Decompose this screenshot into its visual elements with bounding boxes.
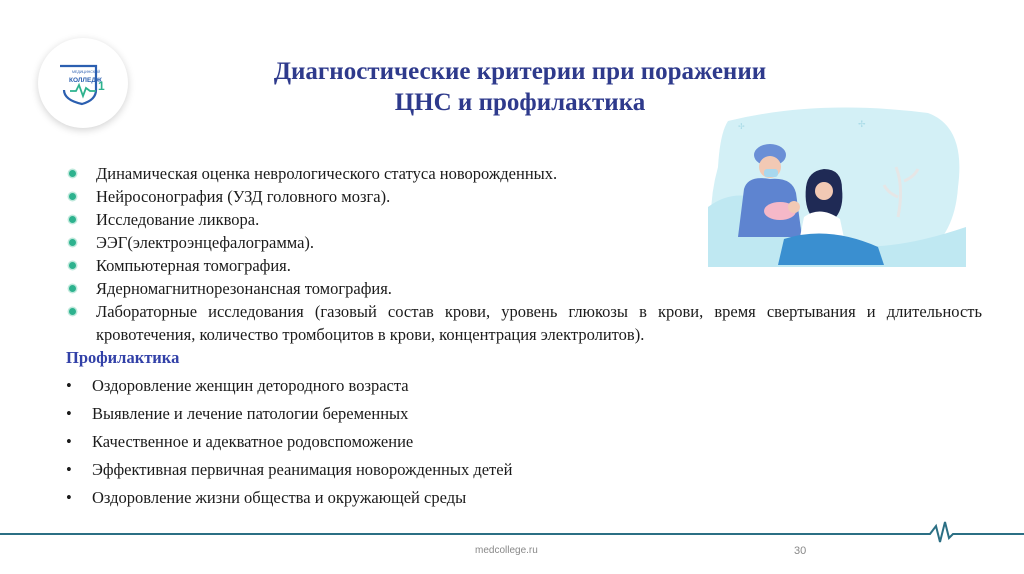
bullet-dot-icon bbox=[69, 262, 76, 269]
list-item: • Оздоровление жизни общества и окружающей среды bbox=[66, 484, 512, 512]
list-item: Ядерномагнитнорезонансная томография. bbox=[66, 277, 982, 300]
bullet-dot-icon bbox=[69, 285, 76, 292]
bullet-icon: • bbox=[66, 460, 72, 479]
college-logo[interactable] bbox=[38, 38, 128, 128]
bullet-dot-icon bbox=[69, 308, 76, 315]
list-item: Лабораторные исследования (газовый состав крови, уровень глюкозы в крови, время свертывания и длительность кровотечения, количество тромбоцитов в крови, концентрация электролитов). bbox=[66, 300, 982, 346]
bullet-dot-icon bbox=[69, 216, 76, 223]
list-item: ЭЭГ(электроэнцефалограмма). bbox=[66, 231, 982, 254]
list-item: • Эффективная первичная реанимация новорожденных детей bbox=[66, 456, 512, 484]
bullet-dot-icon bbox=[69, 170, 76, 177]
prevention-list bbox=[66, 372, 512, 512]
logo-number: 1 bbox=[98, 79, 105, 93]
title-line-1: Диагностические критерии при поражении bbox=[273, 58, 767, 85]
page-number: 30 bbox=[794, 545, 807, 557]
bullet-icon: • bbox=[66, 404, 72, 423]
list-item: • Качественное и адекватное родовспоможение bbox=[66, 428, 512, 456]
diagnostic-criteria-list bbox=[66, 162, 982, 346]
svg-text:✢: ✢ bbox=[858, 119, 866, 129]
bullet-dot-icon bbox=[69, 239, 76, 246]
list-item: Исследование ликвора. bbox=[66, 208, 982, 231]
bullet-icon: • bbox=[66, 376, 72, 395]
list-item: • Оздоровление женщин детородного возраста bbox=[66, 372, 512, 400]
medical-college-logo-icon bbox=[56, 60, 112, 108]
bullet-icon: • bbox=[66, 432, 72, 451]
list-item: Динамическая оценка неврологического статуса новорожденных. bbox=[66, 162, 982, 185]
bullet-icon: • bbox=[66, 488, 72, 507]
list-item: Компьютерная томография. bbox=[66, 254, 982, 277]
list-item: • Выявление и лечение патологии беременных bbox=[66, 400, 512, 428]
svg-text:✢: ✢ bbox=[738, 122, 745, 131]
logo-text-main: КОЛЛЕДЖ bbox=[69, 77, 102, 84]
footer-url[interactable]: medcollege.ru bbox=[475, 545, 538, 556]
list-item: Нейросонография (УЗД головного мозга). bbox=[66, 185, 982, 208]
title-line-2: ЦНС и профилактика bbox=[394, 89, 646, 116]
bullet-dot-icon bbox=[69, 193, 76, 200]
logo-text-small: МЕДИЦИНСКИЙ bbox=[72, 70, 101, 74]
prevention-heading: Профилактика bbox=[66, 348, 180, 367]
